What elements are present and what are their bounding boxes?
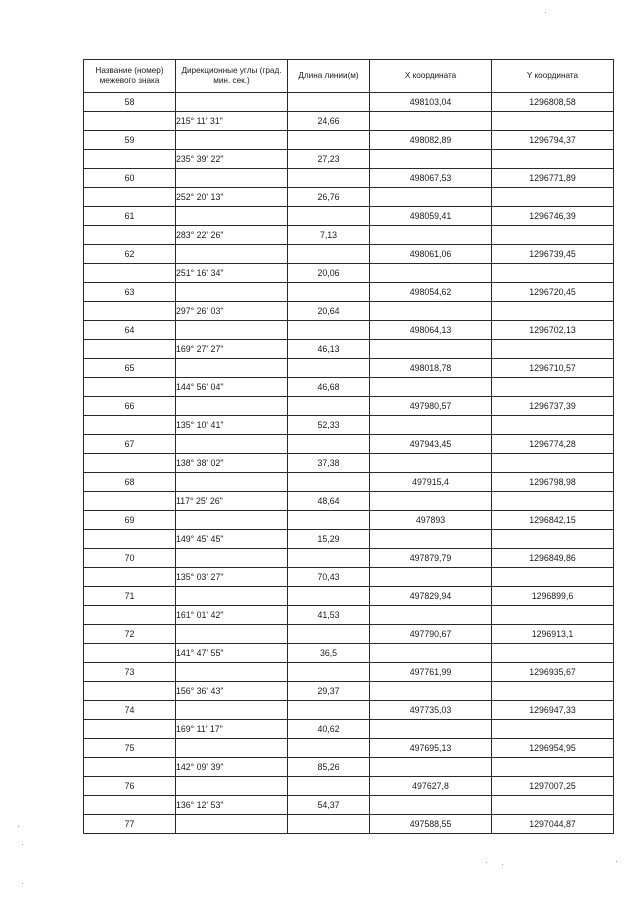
cell-direction-angle xyxy=(176,549,288,568)
cell-y-coordinate xyxy=(492,188,614,207)
cell-line-length: 26,76 xyxy=(288,188,370,207)
cell-y-coordinate: 1296737,39 xyxy=(492,397,614,416)
cell-mark-name: 69 xyxy=(84,511,176,530)
cell-mark-name: 68 xyxy=(84,473,176,492)
cell-y-coordinate: 1296794,37 xyxy=(492,131,614,150)
cell-mark-name xyxy=(84,796,176,815)
cell-line-length xyxy=(288,663,370,682)
cell-y-coordinate xyxy=(492,340,614,359)
cell-direction-angle: 141° 47' 55" xyxy=(176,644,288,663)
cell-mark-name xyxy=(84,416,176,435)
cell-x-coordinate: 497829,94 xyxy=(370,587,492,606)
cell-mark-name xyxy=(84,112,176,131)
cell-x-coordinate xyxy=(370,188,492,207)
cell-direction-angle xyxy=(176,207,288,226)
cell-x-coordinate xyxy=(370,682,492,701)
cell-direction-angle: 169° 11' 17" xyxy=(176,720,288,739)
cell-line-length: 37,38 xyxy=(288,454,370,473)
cell-line-length: 46,68 xyxy=(288,378,370,397)
cell-direction-angle: 149° 45' 45" xyxy=(176,530,288,549)
cell-line-length xyxy=(288,435,370,454)
cell-mark-name xyxy=(84,226,176,245)
cell-x-coordinate: 498059,41 xyxy=(370,207,492,226)
cell-x-coordinate xyxy=(370,568,492,587)
cell-x-coordinate: 498103,04 xyxy=(370,93,492,112)
cell-direction-angle: 117° 25' 26" xyxy=(176,492,288,511)
cell-direction-angle: 156° 36' 43" xyxy=(176,682,288,701)
cell-y-coordinate xyxy=(492,682,614,701)
cell-y-coordinate: 1296746,39 xyxy=(492,207,614,226)
cell-mark-name: 61 xyxy=(84,207,176,226)
cell-direction-angle: 297° 26' 03" xyxy=(176,302,288,321)
cell-x-coordinate xyxy=(370,416,492,435)
cell-x-coordinate: 497879,79 xyxy=(370,549,492,568)
table-row xyxy=(84,796,614,815)
cell-y-coordinate: 1296771,89 xyxy=(492,169,614,188)
table-row xyxy=(84,264,614,283)
cell-line-length xyxy=(288,283,370,302)
table-row xyxy=(84,473,614,492)
cell-direction-angle xyxy=(176,359,288,378)
cell-mark-name: 72 xyxy=(84,625,176,644)
table-row xyxy=(84,397,614,416)
cell-x-coordinate xyxy=(370,340,492,359)
cell-line-length: 20,64 xyxy=(288,302,370,321)
cell-direction-angle xyxy=(176,131,288,150)
table-row xyxy=(84,739,614,758)
cell-line-length: 20,06 xyxy=(288,264,370,283)
cell-direction-angle xyxy=(176,473,288,492)
table-row xyxy=(84,663,614,682)
cell-x-coordinate xyxy=(370,264,492,283)
cell-mark-name xyxy=(84,188,176,207)
table-row xyxy=(84,112,614,131)
cell-y-coordinate: 1296720,45 xyxy=(492,283,614,302)
cell-mark-name: 67 xyxy=(84,435,176,454)
cell-mark-name: 76 xyxy=(84,777,176,796)
cell-y-coordinate xyxy=(492,644,614,663)
cell-y-coordinate xyxy=(492,150,614,169)
cell-direction-angle: 169° 27' 27" xyxy=(176,340,288,359)
cell-y-coordinate xyxy=(492,454,614,473)
cell-x-coordinate xyxy=(370,606,492,625)
table-row xyxy=(84,169,614,188)
cell-line-length xyxy=(288,701,370,720)
cell-direction-angle: 135° 10' 41" xyxy=(176,416,288,435)
column-header-angle: Дирекционные углы (град. мин. сек.) xyxy=(176,60,288,93)
table-row xyxy=(84,511,614,530)
cell-x-coordinate: 498064,13 xyxy=(370,321,492,340)
cell-mark-name: 63 xyxy=(84,283,176,302)
scan-speck xyxy=(22,844,23,845)
cell-mark-name xyxy=(84,758,176,777)
table-row xyxy=(84,701,614,720)
cell-y-coordinate xyxy=(492,720,614,739)
cell-direction-angle xyxy=(176,587,288,606)
cell-line-length: 54,37 xyxy=(288,796,370,815)
column-header-x: X координата xyxy=(370,60,492,93)
column-header-length: Длина линии(м) xyxy=(288,60,370,93)
cell-y-coordinate: 1296913,1 xyxy=(492,625,614,644)
cell-direction-angle: 251° 16' 34" xyxy=(176,264,288,283)
cell-direction-angle xyxy=(176,815,288,834)
cell-direction-angle: 135° 03' 27" xyxy=(176,568,288,587)
table-header-row xyxy=(84,60,614,93)
table-row xyxy=(84,549,614,568)
cell-direction-angle xyxy=(176,321,288,340)
cell-line-length xyxy=(288,169,370,188)
table-row xyxy=(84,131,614,150)
cell-mark-name xyxy=(84,150,176,169)
cell-x-coordinate: 497943,45 xyxy=(370,435,492,454)
cell-line-length xyxy=(288,207,370,226)
cell-line-length: 41,53 xyxy=(288,606,370,625)
cell-y-coordinate: 1296842,15 xyxy=(492,511,614,530)
table-row xyxy=(84,758,614,777)
table-row xyxy=(84,150,614,169)
scan-speck xyxy=(502,864,503,865)
cell-y-coordinate: 1296808,58 xyxy=(492,93,614,112)
cell-x-coordinate: 497980,57 xyxy=(370,397,492,416)
cell-direction-angle: 144° 56' 04" xyxy=(176,378,288,397)
cell-mark-name: 62 xyxy=(84,245,176,264)
cell-mark-name xyxy=(84,682,176,701)
cell-y-coordinate xyxy=(492,796,614,815)
scan-speck xyxy=(545,12,546,13)
cell-mark-name: 60 xyxy=(84,169,176,188)
cell-y-coordinate xyxy=(492,568,614,587)
column-header-name: Название (номер) межевого знака xyxy=(84,60,176,93)
table-row xyxy=(84,245,614,264)
cell-line-length: 7,13 xyxy=(288,226,370,245)
cell-mark-name: 74 xyxy=(84,701,176,720)
cell-line-length: 15,29 xyxy=(288,530,370,549)
cell-mark-name: 58 xyxy=(84,93,176,112)
cell-line-length: 24,66 xyxy=(288,112,370,131)
scan-speck xyxy=(616,861,617,862)
cell-x-coordinate: 497790,67 xyxy=(370,625,492,644)
cell-x-coordinate: 497893 xyxy=(370,511,492,530)
table-row xyxy=(84,644,614,663)
cell-direction-angle: 215° 11' 31" xyxy=(176,112,288,131)
table-body xyxy=(84,93,614,834)
cell-direction-angle: 161° 01' 42" xyxy=(176,606,288,625)
cell-direction-angle xyxy=(176,397,288,416)
cell-line-length xyxy=(288,321,370,340)
cell-direction-angle xyxy=(176,435,288,454)
cell-line-length: 48,64 xyxy=(288,492,370,511)
cell-direction-angle: 136° 12' 53" xyxy=(176,796,288,815)
cell-mark-name: 71 xyxy=(84,587,176,606)
cell-direction-angle: 252° 20' 13" xyxy=(176,188,288,207)
cell-line-length xyxy=(288,131,370,150)
cell-line-length: 85,26 xyxy=(288,758,370,777)
cell-direction-angle: 142° 09' 39" xyxy=(176,758,288,777)
table-row xyxy=(84,207,614,226)
table-row xyxy=(84,625,614,644)
scan-speck xyxy=(22,883,23,884)
table-row xyxy=(84,587,614,606)
table-row xyxy=(84,340,614,359)
table-row xyxy=(84,568,614,587)
cell-line-length xyxy=(288,625,370,644)
cell-mark-name: 77 xyxy=(84,815,176,834)
cell-y-coordinate: 1296899,6 xyxy=(492,587,614,606)
cell-line-length: 70,43 xyxy=(288,568,370,587)
cell-y-coordinate: 1296739,45 xyxy=(492,245,614,264)
cell-x-coordinate xyxy=(370,796,492,815)
cell-line-length xyxy=(288,245,370,264)
cell-mark-name xyxy=(84,340,176,359)
cell-y-coordinate: 1296710,57 xyxy=(492,359,614,378)
table-row xyxy=(84,492,614,511)
cell-line-length xyxy=(288,93,370,112)
cell-line-length xyxy=(288,511,370,530)
cell-y-coordinate xyxy=(492,492,614,511)
cell-y-coordinate: 1296954,95 xyxy=(492,739,614,758)
table-row xyxy=(84,188,614,207)
cell-x-coordinate xyxy=(370,644,492,663)
cell-x-coordinate xyxy=(370,302,492,321)
cell-mark-name: 64 xyxy=(84,321,176,340)
cell-line-length xyxy=(288,549,370,568)
cell-mark-name xyxy=(84,644,176,663)
cell-mark-name xyxy=(84,302,176,321)
cell-x-coordinate: 498054,62 xyxy=(370,283,492,302)
cell-x-coordinate: 498018,78 xyxy=(370,359,492,378)
cell-direction-angle xyxy=(176,663,288,682)
cell-mark-name xyxy=(84,454,176,473)
cell-mark-name: 70 xyxy=(84,549,176,568)
cell-x-coordinate xyxy=(370,378,492,397)
cell-y-coordinate: 1296774,28 xyxy=(492,435,614,454)
cell-y-coordinate xyxy=(492,378,614,397)
cell-y-coordinate xyxy=(492,416,614,435)
cell-y-coordinate xyxy=(492,112,614,131)
cell-line-length xyxy=(288,777,370,796)
table-row xyxy=(84,416,614,435)
cell-line-length: 52,33 xyxy=(288,416,370,435)
cell-direction-angle xyxy=(176,245,288,264)
scan-speck xyxy=(18,826,19,827)
cell-mark-name xyxy=(84,492,176,511)
cell-mark-name: 65 xyxy=(84,359,176,378)
cell-x-coordinate xyxy=(370,758,492,777)
cell-y-coordinate xyxy=(492,302,614,321)
cell-x-coordinate: 497627,8 xyxy=(370,777,492,796)
cell-x-coordinate: 497735,03 xyxy=(370,701,492,720)
cell-x-coordinate: 497588,55 xyxy=(370,815,492,834)
cell-x-coordinate: 497761,99 xyxy=(370,663,492,682)
cell-x-coordinate: 497915,4 xyxy=(370,473,492,492)
cell-mark-name: 75 xyxy=(84,739,176,758)
cell-line-length: 27,23 xyxy=(288,150,370,169)
table-row xyxy=(84,815,614,834)
cell-x-coordinate: 498082,89 xyxy=(370,131,492,150)
cell-mark-name: 73 xyxy=(84,663,176,682)
cell-x-coordinate xyxy=(370,492,492,511)
cell-y-coordinate xyxy=(492,758,614,777)
table-row xyxy=(84,302,614,321)
cell-mark-name xyxy=(84,530,176,549)
boundary-marks-table xyxy=(83,59,614,834)
cell-y-coordinate: 1296798,98 xyxy=(492,473,614,492)
cell-direction-angle xyxy=(176,777,288,796)
cell-direction-angle xyxy=(176,739,288,758)
cell-mark-name xyxy=(84,568,176,587)
cell-mark-name xyxy=(84,378,176,397)
table-row xyxy=(84,530,614,549)
cell-direction-angle xyxy=(176,283,288,302)
cell-y-coordinate xyxy=(492,606,614,625)
cell-mark-name: 59 xyxy=(84,131,176,150)
table-row xyxy=(84,283,614,302)
table-row xyxy=(84,720,614,739)
cell-x-coordinate xyxy=(370,454,492,473)
cell-line-length xyxy=(288,739,370,758)
table-row xyxy=(84,378,614,397)
table-row xyxy=(84,606,614,625)
cell-direction-angle xyxy=(176,93,288,112)
cell-x-coordinate xyxy=(370,150,492,169)
cell-y-coordinate: 1296849,86 xyxy=(492,549,614,568)
cell-y-coordinate: 1296702,13 xyxy=(492,321,614,340)
cell-line-length xyxy=(288,473,370,492)
cell-x-coordinate xyxy=(370,112,492,131)
cell-direction-angle: 235° 39' 22" xyxy=(176,150,288,169)
scan-speck xyxy=(486,862,487,863)
cell-line-length: 29,37 xyxy=(288,682,370,701)
cell-y-coordinate: 1297044,87 xyxy=(492,815,614,834)
cell-x-coordinate xyxy=(370,720,492,739)
table-row xyxy=(84,321,614,340)
cell-direction-angle xyxy=(176,625,288,644)
cell-mark-name: 66 xyxy=(84,397,176,416)
cell-mark-name xyxy=(84,720,176,739)
table-row xyxy=(84,93,614,112)
cell-direction-angle: 138° 38' 02" xyxy=(176,454,288,473)
cell-y-coordinate: 1297007,25 xyxy=(492,777,614,796)
cell-x-coordinate: 498061,06 xyxy=(370,245,492,264)
cell-direction-angle: 283° 22' 26" xyxy=(176,226,288,245)
cell-direction-angle xyxy=(176,701,288,720)
cell-line-length xyxy=(288,359,370,378)
cell-line-length: 36,5 xyxy=(288,644,370,663)
cell-y-coordinate xyxy=(492,264,614,283)
cell-line-length: 46,13 xyxy=(288,340,370,359)
cell-mark-name xyxy=(84,606,176,625)
cell-line-length xyxy=(288,397,370,416)
table-row xyxy=(84,454,614,473)
cell-mark-name xyxy=(84,264,176,283)
cell-line-length xyxy=(288,587,370,606)
column-header-y: Y координата xyxy=(492,60,614,93)
cell-y-coordinate xyxy=(492,530,614,549)
table-row xyxy=(84,682,614,701)
cell-x-coordinate xyxy=(370,530,492,549)
cell-direction-angle xyxy=(176,511,288,530)
cell-y-coordinate: 1296935,67 xyxy=(492,663,614,682)
cell-x-coordinate: 497695,13 xyxy=(370,739,492,758)
cell-line-length xyxy=(288,815,370,834)
table-row xyxy=(84,359,614,378)
cell-x-coordinate xyxy=(370,226,492,245)
table-row xyxy=(84,226,614,245)
cell-x-coordinate: 498067,53 xyxy=(370,169,492,188)
table-row xyxy=(84,777,614,796)
cell-direction-angle xyxy=(176,169,288,188)
table-row xyxy=(84,435,614,454)
cell-line-length: 40,62 xyxy=(288,720,370,739)
cell-y-coordinate xyxy=(492,226,614,245)
cell-y-coordinate: 1296947,33 xyxy=(492,701,614,720)
